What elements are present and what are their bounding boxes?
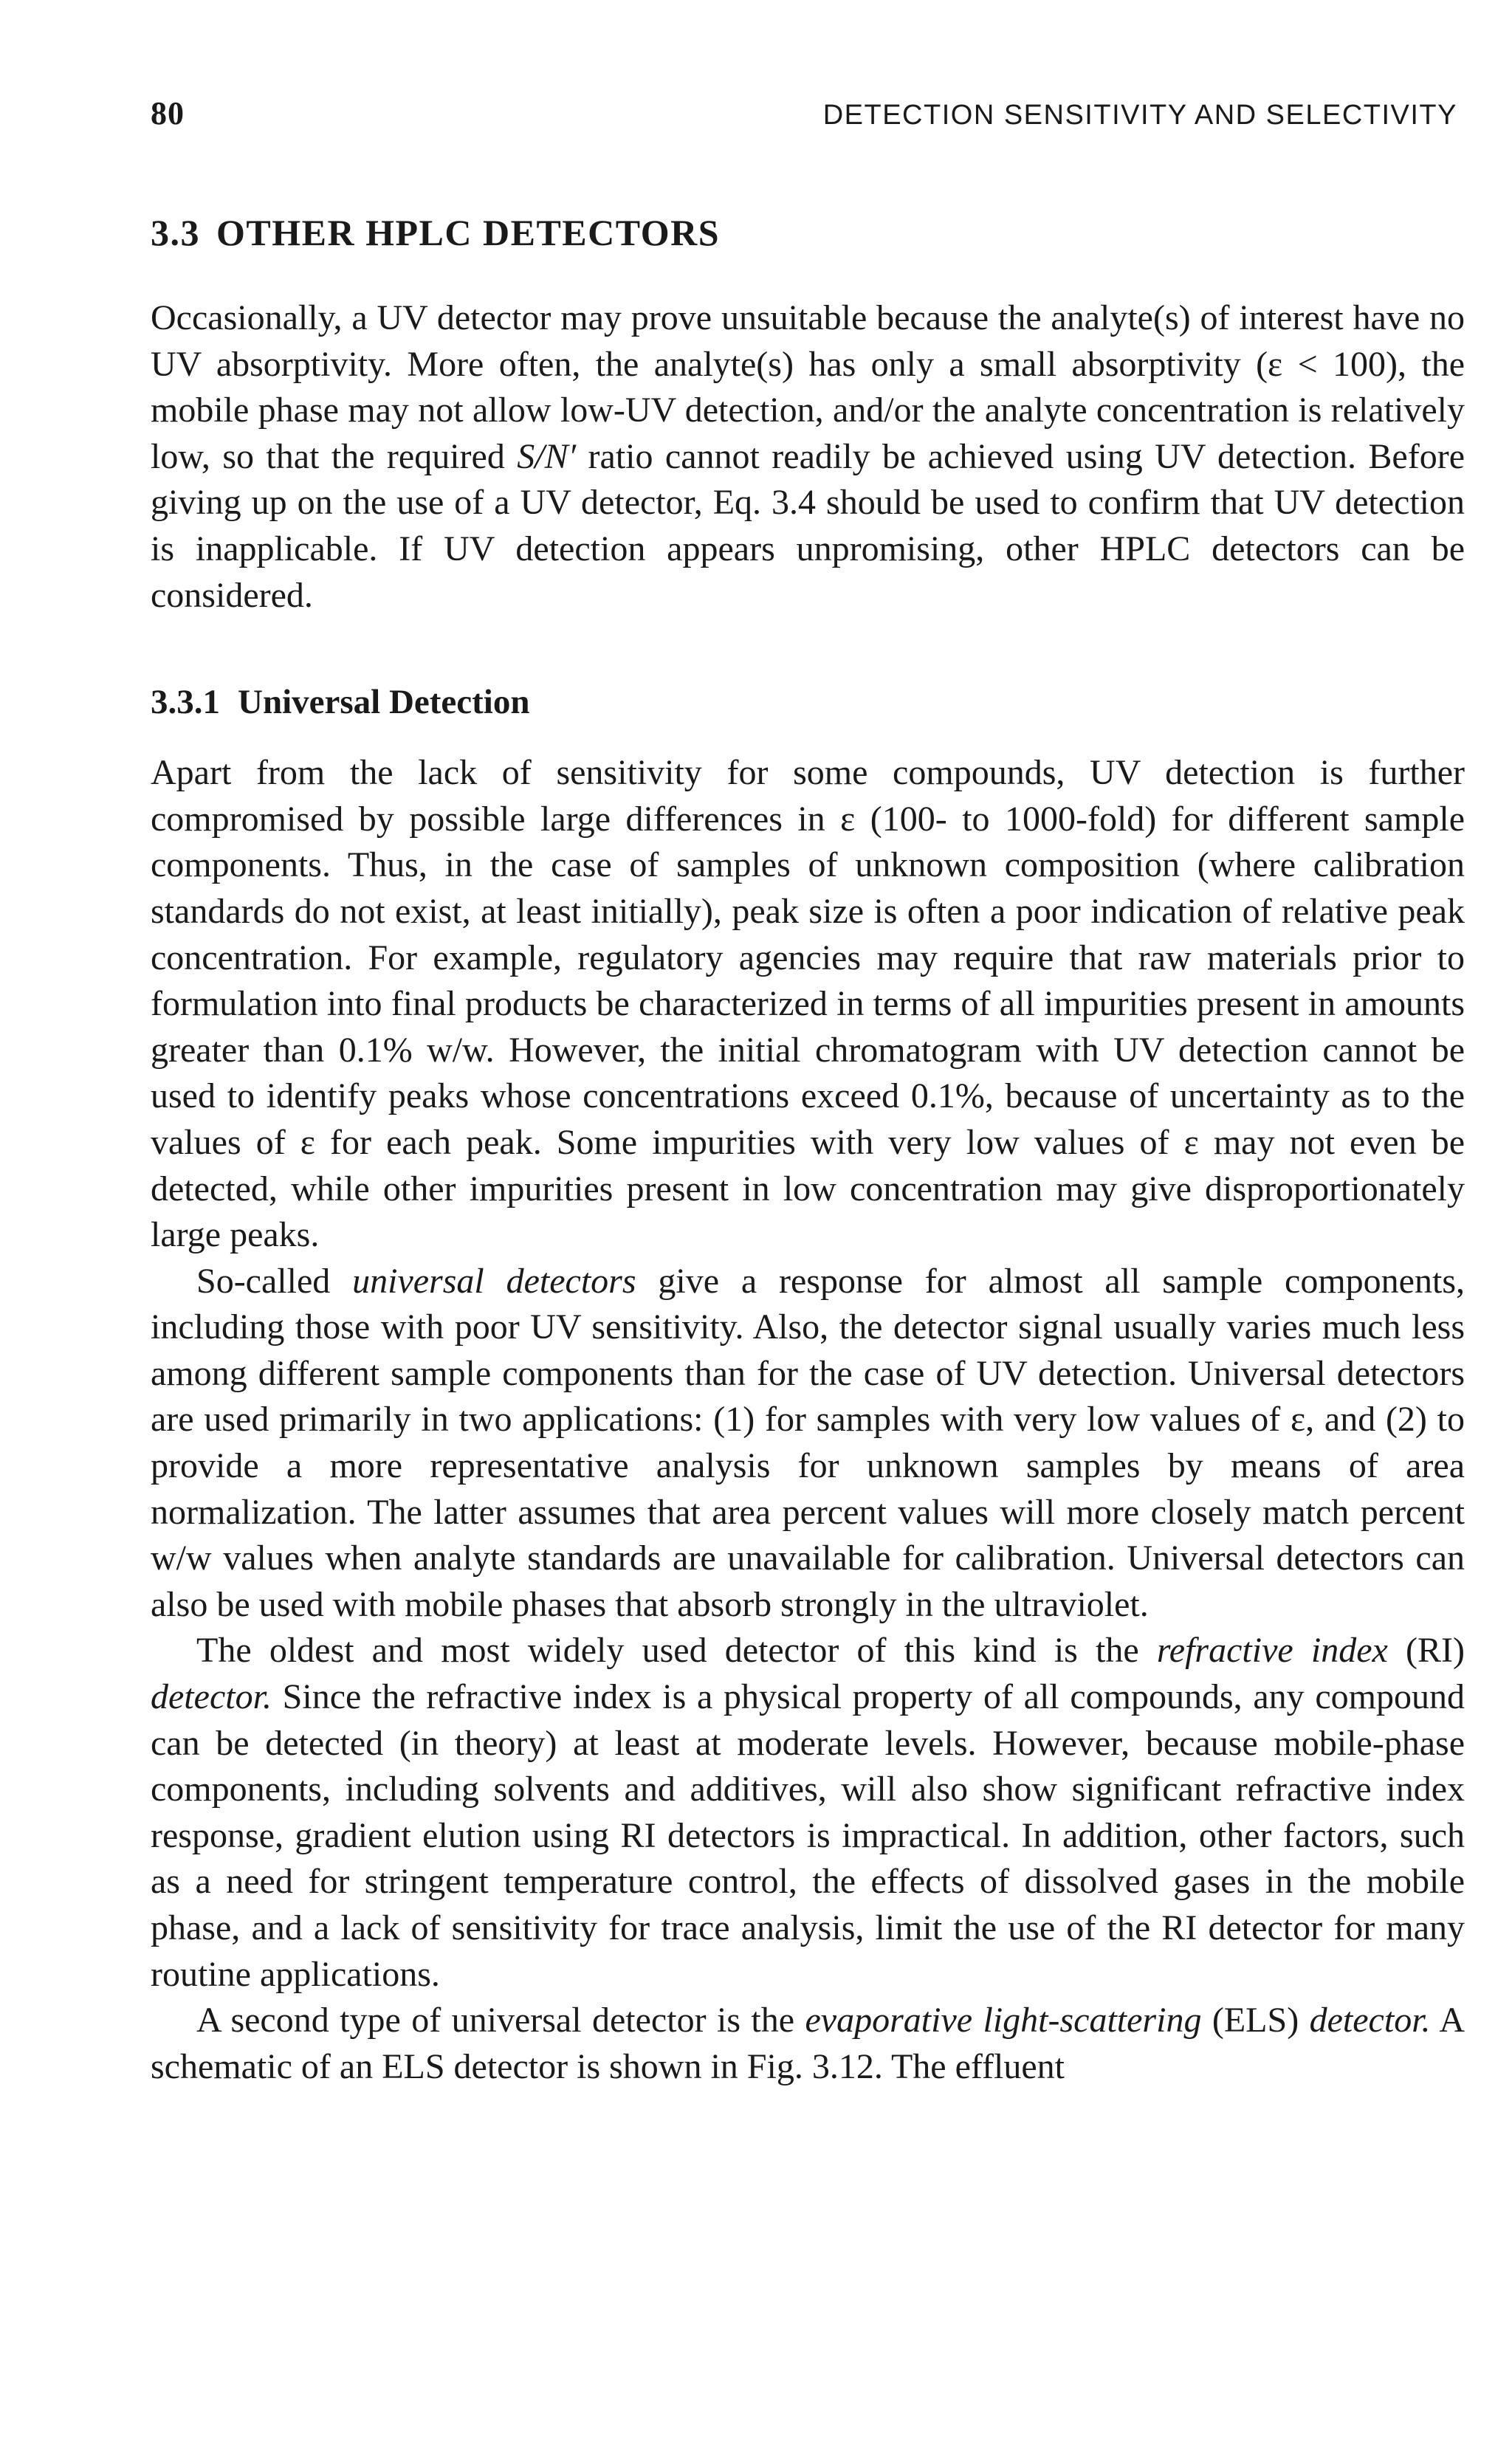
paragraph-italic-term: S/N′ xyxy=(517,436,577,476)
running-header xyxy=(151,94,1465,146)
page-number: 80 xyxy=(151,95,185,131)
paragraph-text: Occasionally, a UV detector may prove unsuitable because the analyte(s) of interest have no UV absorptivity. More often, the analyte(s) has only a small absorptivity (ε < 100), the mobile phase may not allow low-UV detection, and/or the analyte concentration is relatively low, so that the required xyxy=(151,298,1465,476)
paragraph-text: A schematic of an ELS detector is shown in Fig. 3.12. The effluent xyxy=(151,2001,1465,2086)
subsection-paragraph-3 xyxy=(151,1628,1465,1998)
subsection-title: Universal Detection xyxy=(238,683,530,722)
paragraph-text: give a response for almost all sample components, including those with poor UV sensitivity. Also, the detector signal usually varies much less among different sample components than for the case of UV detection. Universal detectors are used primarily in two applications: (1) for samples with very low values of ε, and (2) to provide a more representative analysis for unknown samples by means of area normalization. The latter assumes that area percent values will more closely match percent w/w values when analyte standards are unavailable for calibration. Universal detectors can also be used with mobile phases that absorb strongly in the ultraviolet. xyxy=(151,1261,1465,1624)
subsection-number: 3.3.1 xyxy=(151,683,220,722)
section-number: 3.3 xyxy=(151,212,200,253)
subsection-heading xyxy=(151,682,1465,722)
paragraph-italic-term: detector. xyxy=(1309,2001,1431,2040)
paragraph-text: ratio cannot readily be achieved using UV detection. Before giving up on the use of a UV detector, Eq. 3.4 should be used to confirm that UV detection is inapplicable. If UV detection appears unpromising, other HPLC detectors can be considered. xyxy=(151,436,1465,615)
paragraph-italic-term: evaporative light-scattering xyxy=(805,2001,1202,2040)
paragraph-italic-term: detector. xyxy=(151,1677,272,1717)
paragraph-text: (RI) xyxy=(1387,1631,1465,1671)
paragraph-text: Since the refractive index is a physical property of all compounds, any compound can be detected (in theory) at least at moderate levels. However, because mobile-phase components, including solvents and additives, will also show significant refractive index response, gradient elution using RI detectors is impractical. In addition, other factors, such as a need for stringent temperature control, the effects of dissolved gases in the mobile phase, and a lack of sensitivity for trace analysis, limit the use of the RI detector for many routine applications. xyxy=(151,1677,1465,1994)
paragraph-italic-term: refractive index xyxy=(1156,1631,1388,1671)
section-intro-paragraph xyxy=(151,295,1465,619)
book-page xyxy=(151,94,1465,2090)
paragraph-italic-term: universal detectors xyxy=(352,1261,636,1301)
running-title: DETECTION SENSITIVITY AND SELECTIVITY xyxy=(822,100,1457,131)
paragraph-text: (ELS) xyxy=(1201,2001,1310,2040)
paragraph-text: The oldest and most widely used detector of this kind is the xyxy=(196,1631,1157,1671)
paragraph-text: A second type of universal detector is the xyxy=(196,2001,805,2040)
section-heading xyxy=(151,211,1465,254)
subsection-paragraph-4 xyxy=(151,1998,1465,2090)
paragraph-text: So-called xyxy=(196,1261,353,1301)
subsection-paragraph-2 xyxy=(151,1259,1465,1629)
subsection-paragraph-1: Apart from the lack of sensitivity for some compounds, UV detection is further compromised by possible large differences in ε (100- to 1000-fold) for different sample components. Thus, in the case of samples of unknown composition (where calibration standards do not exist, at least initially), peak size is often a poor indication of relative peak concentration. For example, regulatory agencies may require that raw materials prior to formulation into final products be characterized in terms of all impurities present in amounts greater than 0.1% w/w. However, the initial chromatogram with UV detection cannot be used to identify peaks whose concentrations exceed 0.1%, because of uncertainty as to the values of ε for each peak. Some impurities with very low values of ε may not even be detected, while other impurities present in low concentration may give disproportionately large peaks. xyxy=(151,753,1465,1255)
section-title: OTHER HPLC DETECTORS xyxy=(216,212,721,253)
